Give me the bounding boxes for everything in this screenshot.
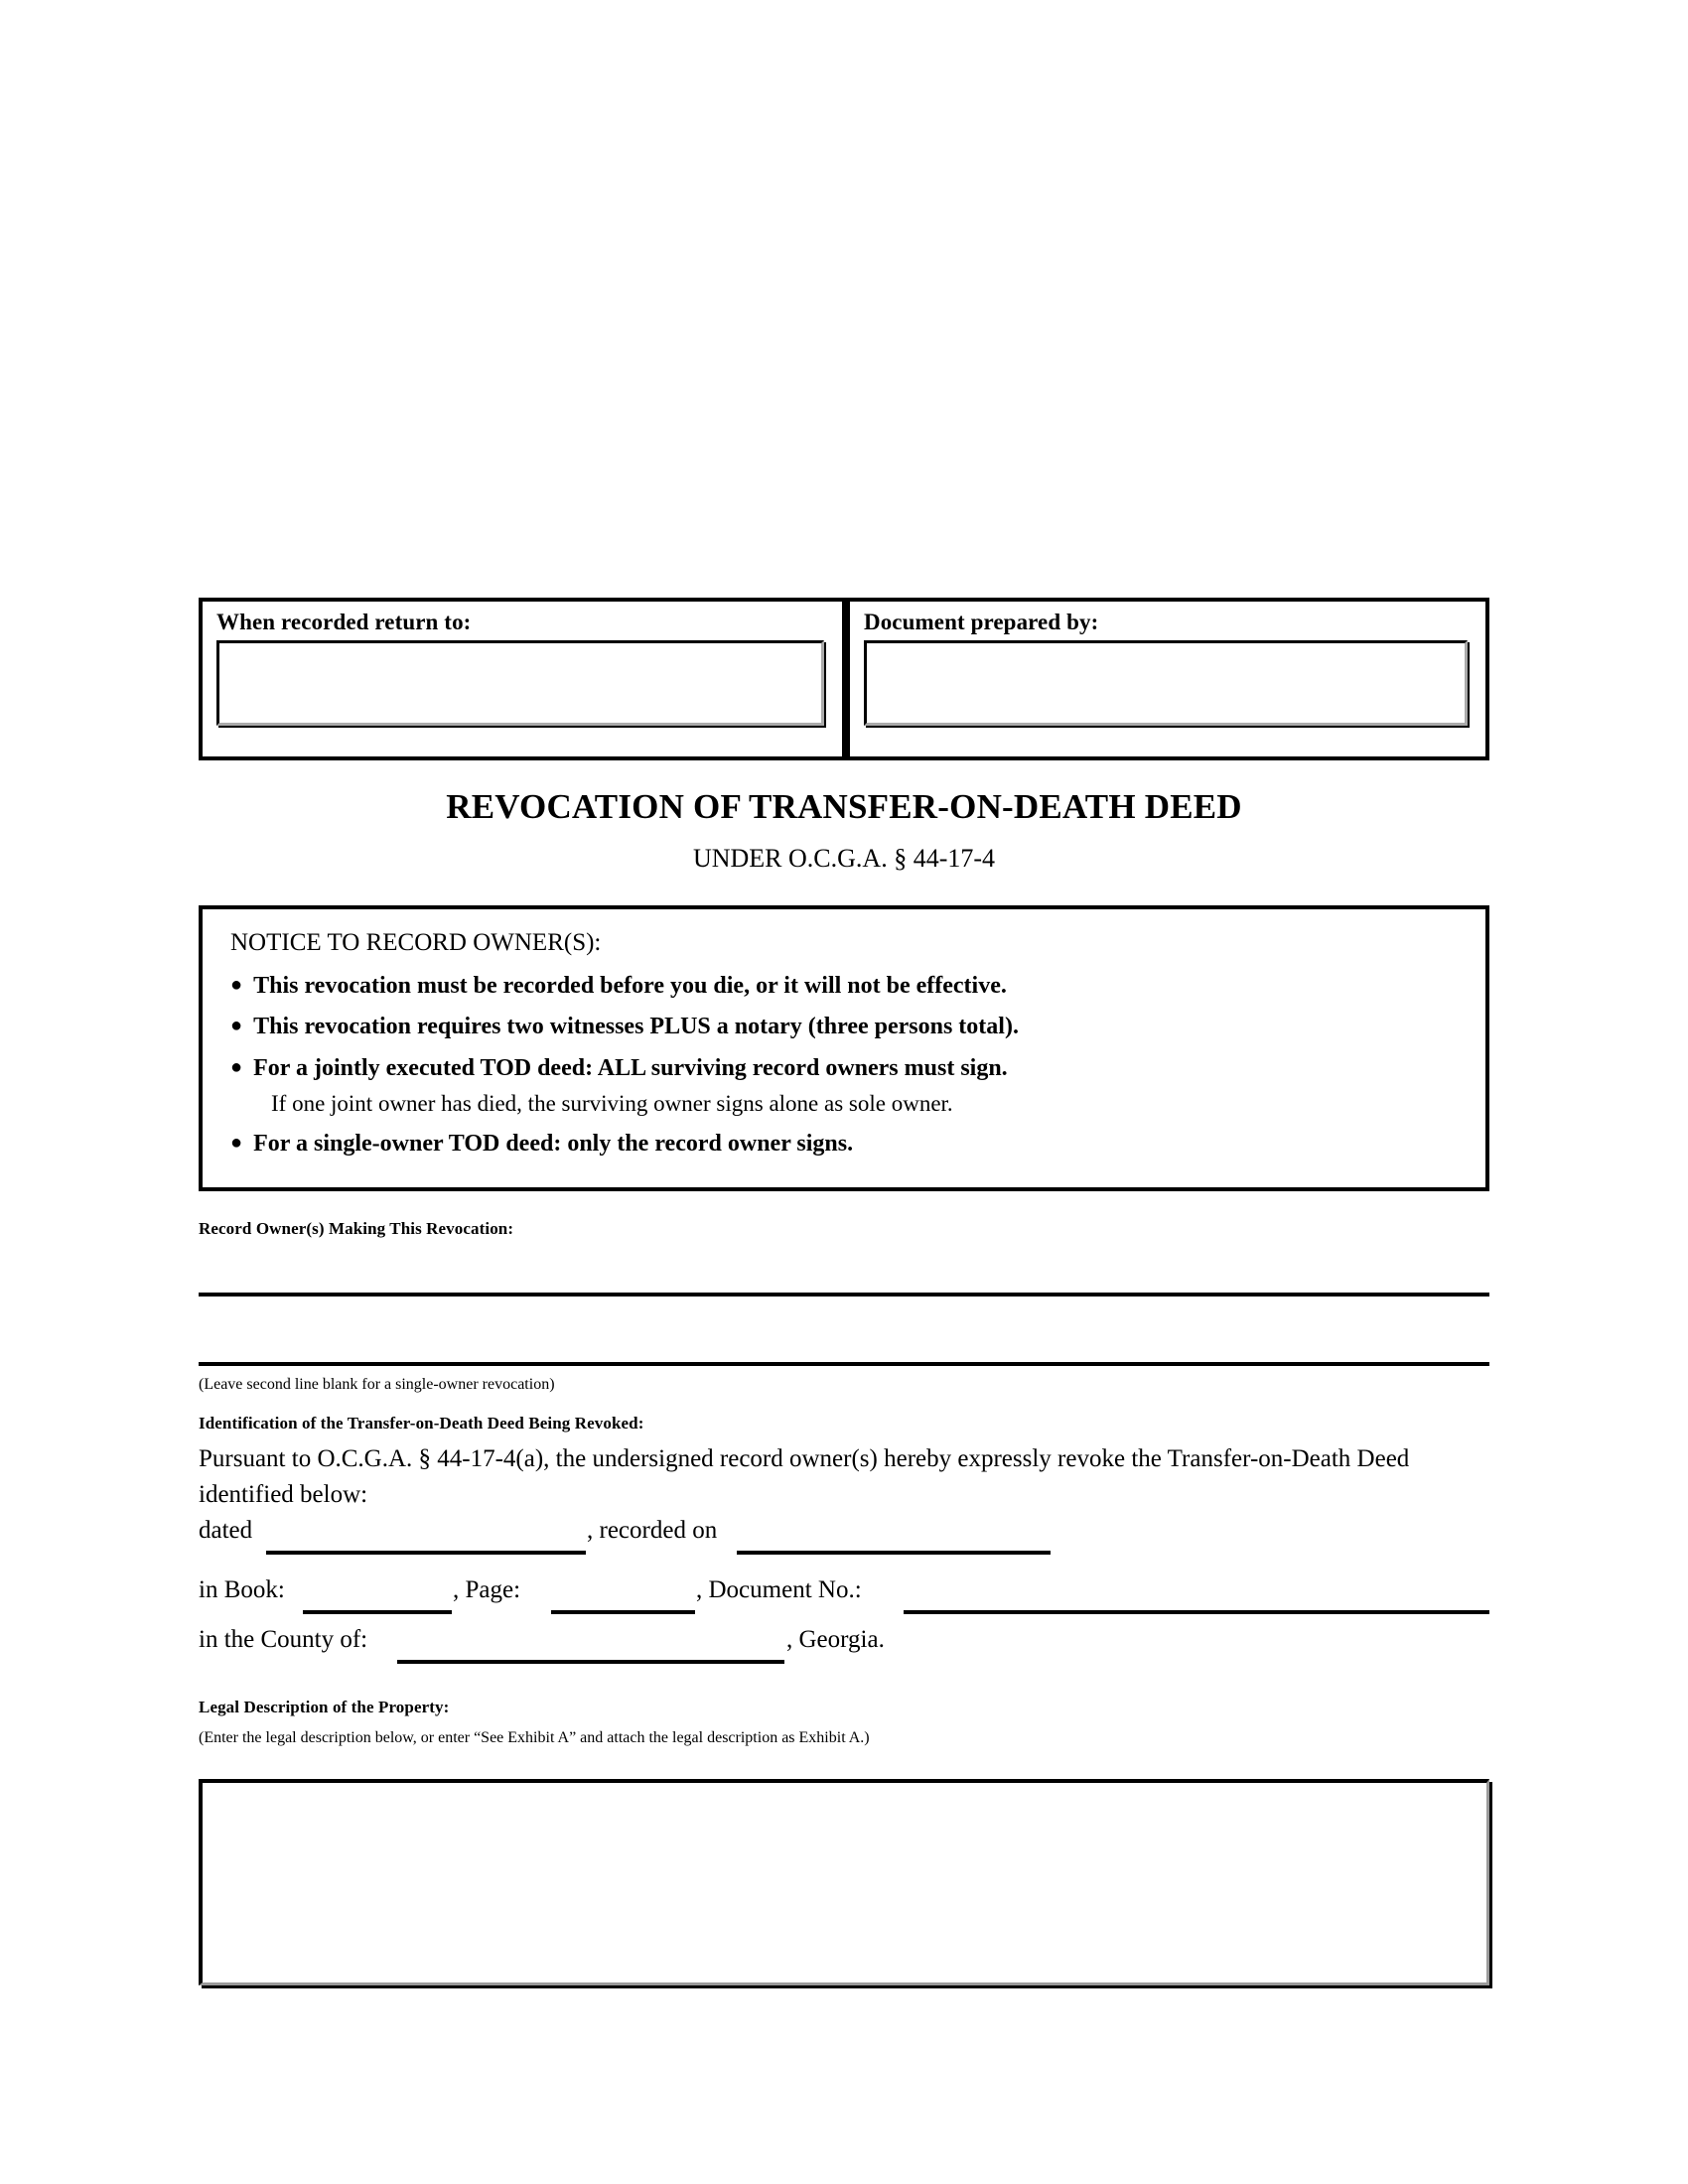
legal-description-field[interactable] xyxy=(199,1779,1489,1985)
document-no-label: , Document No.: xyxy=(696,1576,862,1603)
book-label: in Book: xyxy=(199,1576,285,1603)
record-owners-heading: Record Owner(s) Making This Revocation: xyxy=(199,1219,514,1238)
notice-item-text: For a jointly executed TOD deed: ALL surviving record owners must sign. xyxy=(253,1055,1008,1082)
notice-box xyxy=(199,905,1489,1191)
county-input-line[interactable] xyxy=(397,1660,784,1664)
record-owners-note: (Leave second line blank for a single-owner revocation) xyxy=(199,1376,555,1393)
notice-item-text: This revocation must be recorded before you die, or it will not be effective. xyxy=(253,972,1007,999)
recording-header xyxy=(199,598,1489,760)
when-recorded-return-to-label: When recorded return to: xyxy=(216,610,472,634)
record-owner-line-1[interactable] xyxy=(199,1293,1489,1297)
document-subtitle: UNDER O.C.G.A. § 44-17-4 xyxy=(692,844,996,873)
page-label: , Page: xyxy=(453,1576,521,1603)
notice-item xyxy=(230,1131,1462,1158)
notice-item xyxy=(230,973,1462,1000)
notice-item-text: This revocation requires two witnesses PLUS a notary (three persons total). xyxy=(253,1014,1019,1040)
state-label: , Georgia. xyxy=(786,1626,885,1653)
identification-heading: Identification of the Transfer-on-Death Deed Being Revoked: xyxy=(199,1414,644,1433)
bullet-icon: ● xyxy=(230,1131,243,1154)
bullet-icon: ● xyxy=(230,1015,243,1037)
notice-sub-note: If one joint owner has died, the surviving owner signs alone as sole owner. xyxy=(271,1091,953,1117)
dated-input-line[interactable] xyxy=(266,1551,586,1555)
record-owner-line-2[interactable] xyxy=(199,1362,1489,1366)
county-label: in the County of: xyxy=(199,1626,368,1653)
when-recorded-return-to-field[interactable] xyxy=(216,640,824,726)
recorded-on-label: , recorded on xyxy=(587,1517,718,1544)
dated-label: dated xyxy=(199,1517,253,1544)
legal-description-heading: Legal Description of the Property: xyxy=(199,1698,450,1716)
document-title: REVOCATION OF TRANSFER-ON-DEATH DEED xyxy=(446,787,1242,826)
legal-description-instruction: (Enter the legal description below, or enter “See Exhibit A” and attach the legal description as Exhibit A.) xyxy=(199,1729,870,1746)
book-input-line[interactable] xyxy=(303,1610,452,1614)
notice-item-text: For a single-owner TOD deed: only the record owner signs. xyxy=(253,1130,854,1157)
document-prepared-by-label: Document prepared by: xyxy=(864,610,1099,634)
document-prepared-by-box xyxy=(846,598,1489,760)
bullet-icon: ● xyxy=(230,973,243,996)
document-prepared-by-field[interactable] xyxy=(864,640,1468,726)
recorded-on-input-line[interactable] xyxy=(737,1551,1051,1555)
when-recorded-return-to-box xyxy=(199,598,846,760)
identification-paragraph: Pursuant to O.C.G.A. § 44-17-4(a), the undersigned record owner(s) hereby expressly revoke the Transfer-on-Death Deed identified below: xyxy=(199,1445,1410,1508)
bullet-icon: ● xyxy=(230,1056,243,1079)
page-input-line[interactable] xyxy=(551,1610,695,1614)
document-no-input-line[interactable] xyxy=(904,1610,1489,1614)
notice-item xyxy=(230,1014,1462,1040)
notice-heading: NOTICE TO RECORD OWNER(S): xyxy=(230,929,602,956)
notice-item xyxy=(230,1055,1462,1082)
